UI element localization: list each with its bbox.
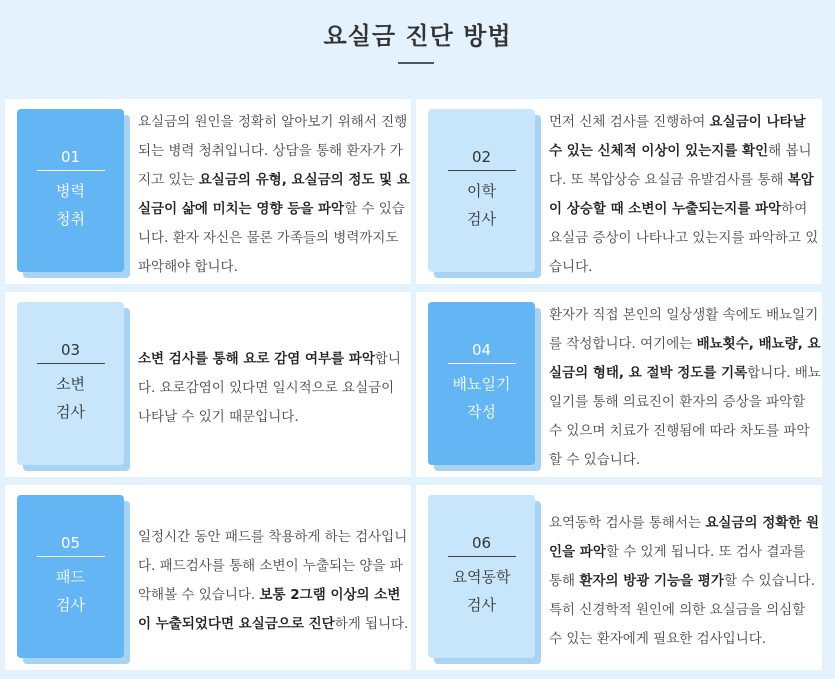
body-text: 환자가 직접 본인의 일상생활 속에도 배뇨일기를 작성합니다. 여기에는 xyxy=(549,307,819,352)
card-number: 04 xyxy=(471,341,492,359)
card-badge xyxy=(17,302,124,465)
card-description-text xyxy=(549,108,821,282)
body-text: 합니다. 요로감염이 있다면 일시적으로 요실금이 나타날 수 있기 때문입니다. xyxy=(138,350,401,425)
diagnosis-card xyxy=(416,292,822,477)
highlight-text: 보통 2그램 이상의 소변이 누출되었다면 요실금으로 진단 xyxy=(138,587,401,632)
body-text: 해 봅니다. 또 복압상승 요실금 유발검사를 통해 xyxy=(549,143,812,188)
body-text: 합니다. 배뇨일기를 통해 의료진이 환자의 증상을 파악할 수 있으며 치료가 진행됨에 따라 차도를 파악할 수 있습니다. xyxy=(549,365,821,468)
card-title-line-1: 소변 xyxy=(56,375,85,393)
card-badge xyxy=(17,109,124,272)
card-title-line-1: 요역동학 xyxy=(452,568,511,586)
highlight-text: 요실금의 유형, 요실금의 정도 및 요실금이 삶에 미치는 영향 등을 파악 xyxy=(138,172,410,217)
card-badge xyxy=(428,302,535,465)
card-description-text xyxy=(138,108,410,282)
highlight-text: 배뇨횟수, 배뇨량, 요실금의 형태, 요 절박 정도를 기록 xyxy=(549,336,821,381)
card-title-line-2: 검사 xyxy=(467,596,496,614)
page-title: 요실금 진단 방법 xyxy=(323,22,512,50)
card-description-text xyxy=(138,523,410,639)
body-text: 하여 요실금 증상이 나타나고 있는지를 파악하고 있습니다. xyxy=(549,201,819,275)
card-description xyxy=(138,495,410,667)
card-description xyxy=(138,302,410,474)
body-text: 할 수 있습니다. 특히 신경학적 원인에 의한 요실금을 의심할 수 있는 환자에게 필요한 검사입니다. xyxy=(549,572,816,647)
card-title-line-2: 청취 xyxy=(56,210,85,228)
highlight-text: 요실금의 정확한 원인을 파악 xyxy=(549,514,820,560)
diagnosis-card xyxy=(416,99,822,284)
badge-divider xyxy=(448,170,516,171)
diagnosis-card xyxy=(5,485,411,670)
card-description-text xyxy=(138,345,410,432)
card-title-line-1: 병력 xyxy=(56,182,85,200)
body-text: 요실금의 원인을 정확히 알아보기 위해서 진행되는 병력 청취입니다. 상담을 통해 환자가 가지고 있는 xyxy=(138,114,408,188)
body-text: 하게 됩니다. xyxy=(334,616,409,632)
highlight-text: 소변 검사를 통해 요로 감염 여부를 파악 xyxy=(138,350,375,367)
card-title-line-2: 검사 xyxy=(467,210,496,228)
card-title-line-2: 검사 xyxy=(56,403,85,421)
card-number: 01 xyxy=(60,148,81,166)
body-text: 일정시간 동안 패드를 착용하게 하는 검사입니다. 패드검사를 통해 소변이 누출되는 양을 파악해볼 수 있습니다. xyxy=(138,529,408,603)
body-text: 요역동학 검사를 통해서는 xyxy=(549,514,706,531)
card-number: 05 xyxy=(60,534,81,552)
badge-divider xyxy=(448,363,516,364)
card-title-line-2: 작성 xyxy=(467,403,496,421)
card-title-line-1: 배뇨일기 xyxy=(452,375,511,393)
badge-divider xyxy=(37,556,105,557)
card-description xyxy=(549,109,821,281)
card-description xyxy=(549,495,821,667)
diagnosis-card xyxy=(416,485,822,670)
highlight-text: 요실금이 나타날 수 있는 신체적 이상이 있는지를 확인 xyxy=(549,114,806,159)
card-number: 06 xyxy=(471,534,492,552)
title-divider xyxy=(398,62,434,64)
diagnosis-card xyxy=(5,99,411,284)
badge-divider xyxy=(37,170,105,171)
badge-divider xyxy=(448,556,516,557)
card-description xyxy=(138,109,410,281)
diagnosis-card xyxy=(5,292,411,477)
highlight-text: 환자의 방광 기능을 평가 xyxy=(579,572,724,589)
card-number: 03 xyxy=(60,341,81,359)
card-badge xyxy=(428,109,535,272)
body-text: 할 수 있습니다. 환자 자신은 물론 가족들의 병력까지도 파악해야 합니다. xyxy=(138,201,405,275)
body-text: 먼저 신체 검사를 진행하여 xyxy=(549,114,710,130)
card-title-line-1: 패드 xyxy=(56,568,85,586)
card-title-line-2: 검사 xyxy=(56,596,85,614)
card-title-line-1: 이학 xyxy=(467,182,496,200)
badge-divider xyxy=(37,363,105,364)
body-text: 할 수 있게 됩니다. 또 검사 결과를 통해 xyxy=(549,543,806,589)
card-description-text xyxy=(549,301,821,475)
card-description-text xyxy=(549,509,821,654)
card-badge xyxy=(428,495,535,658)
highlight-text: 복압이 상승할 때 소변이 누출되는지를 파악 xyxy=(549,172,814,217)
card-description xyxy=(549,302,821,474)
card-number: 02 xyxy=(471,148,492,166)
card-badge xyxy=(17,495,124,658)
